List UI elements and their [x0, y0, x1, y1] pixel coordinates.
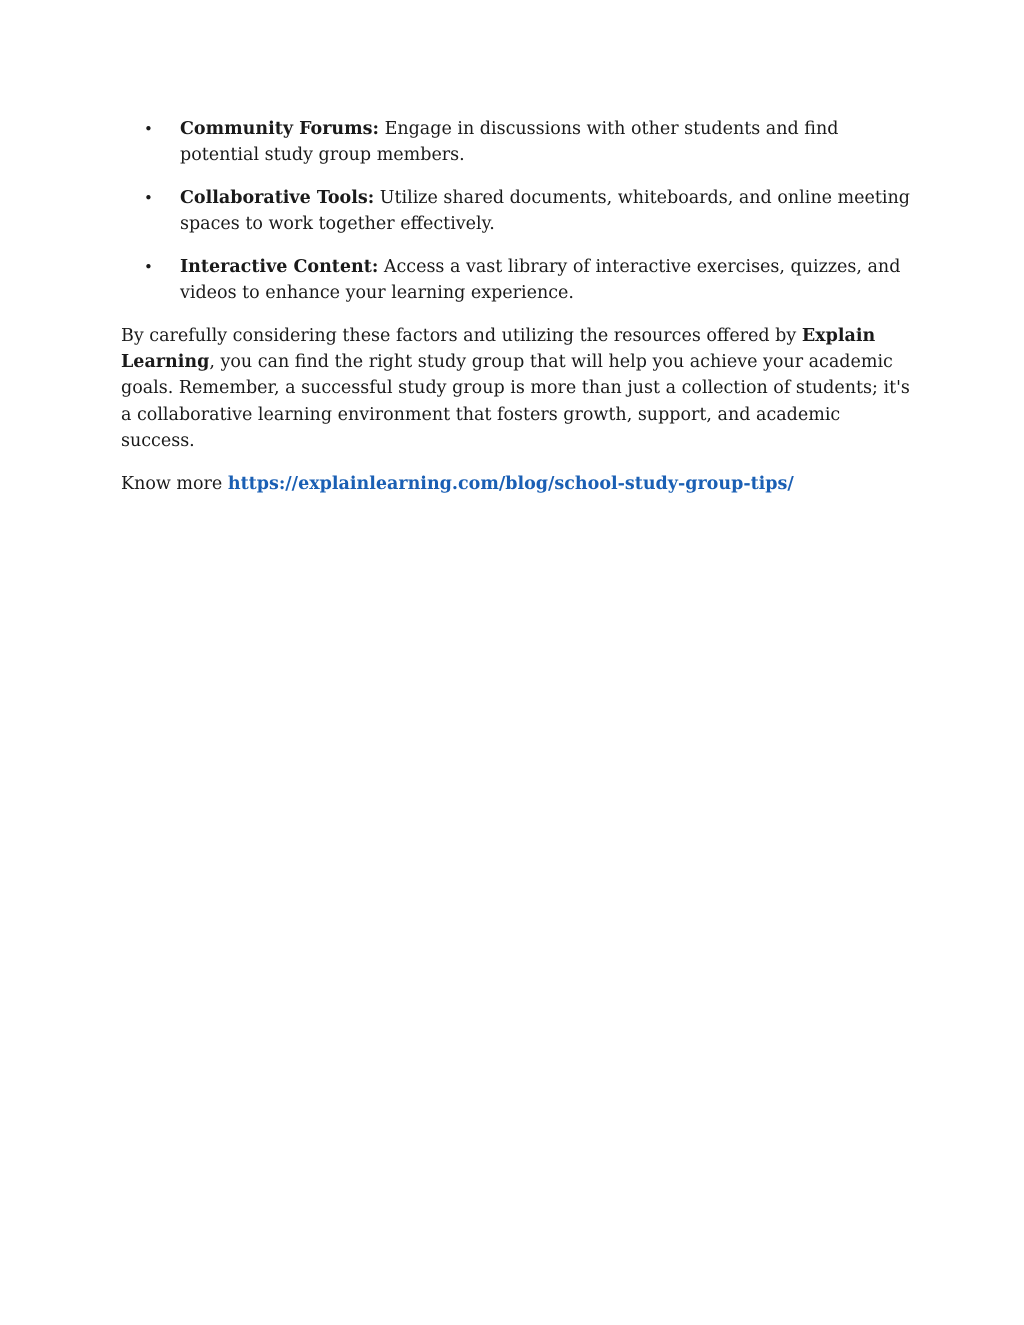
bullet-text: Access a vast library of interactive exercises, quizzes, and videos to enhance your learning experience.: [180, 257, 901, 303]
summary-paragraph: [121, 323, 911, 454]
bullet-title: Collaborative Tools:: [180, 188, 375, 208]
bullet-text: Engage in discussions with other students and find potential study group members.: [180, 119, 839, 165]
bullet-icon: •: [144, 120, 153, 138]
list-item-collaborative-tools: [121, 185, 911, 237]
bullet-icon: •: [144, 258, 153, 276]
brand-name: Explain Learning: [121, 326, 876, 373]
list-item-community-forums: [121, 116, 911, 168]
list-item-interactive-content: [121, 254, 911, 306]
bullet-title: Interactive Content:: [180, 257, 379, 277]
bullet-text: Utilize shared documents, whiteboards, and online meeting spaces to work together effectively.: [180, 188, 910, 234]
know-more-line: [121, 471, 911, 497]
bullet-icon: •: [144, 189, 153, 207]
bullet-title: Community Forums:: [180, 119, 379, 139]
summary-text-after: , you can find the right study group that will help you achieve your academic goals. Remember, a successful study group is more than just a collection of students; it's a collaborative learning environment that fosters growth, support, and academic success.: [121, 352, 910, 451]
summary-text-before: By carefully considering these factors and utilizing the resources offered by: [121, 326, 802, 346]
know-more-label: Know more: [121, 474, 228, 495]
blog-link[interactable]: https://explainlearning.com/blog/school-study-group-tips/: [227, 474, 794, 495]
resource-list: [121, 116, 911, 306]
document-page: [121, 116, 911, 514]
